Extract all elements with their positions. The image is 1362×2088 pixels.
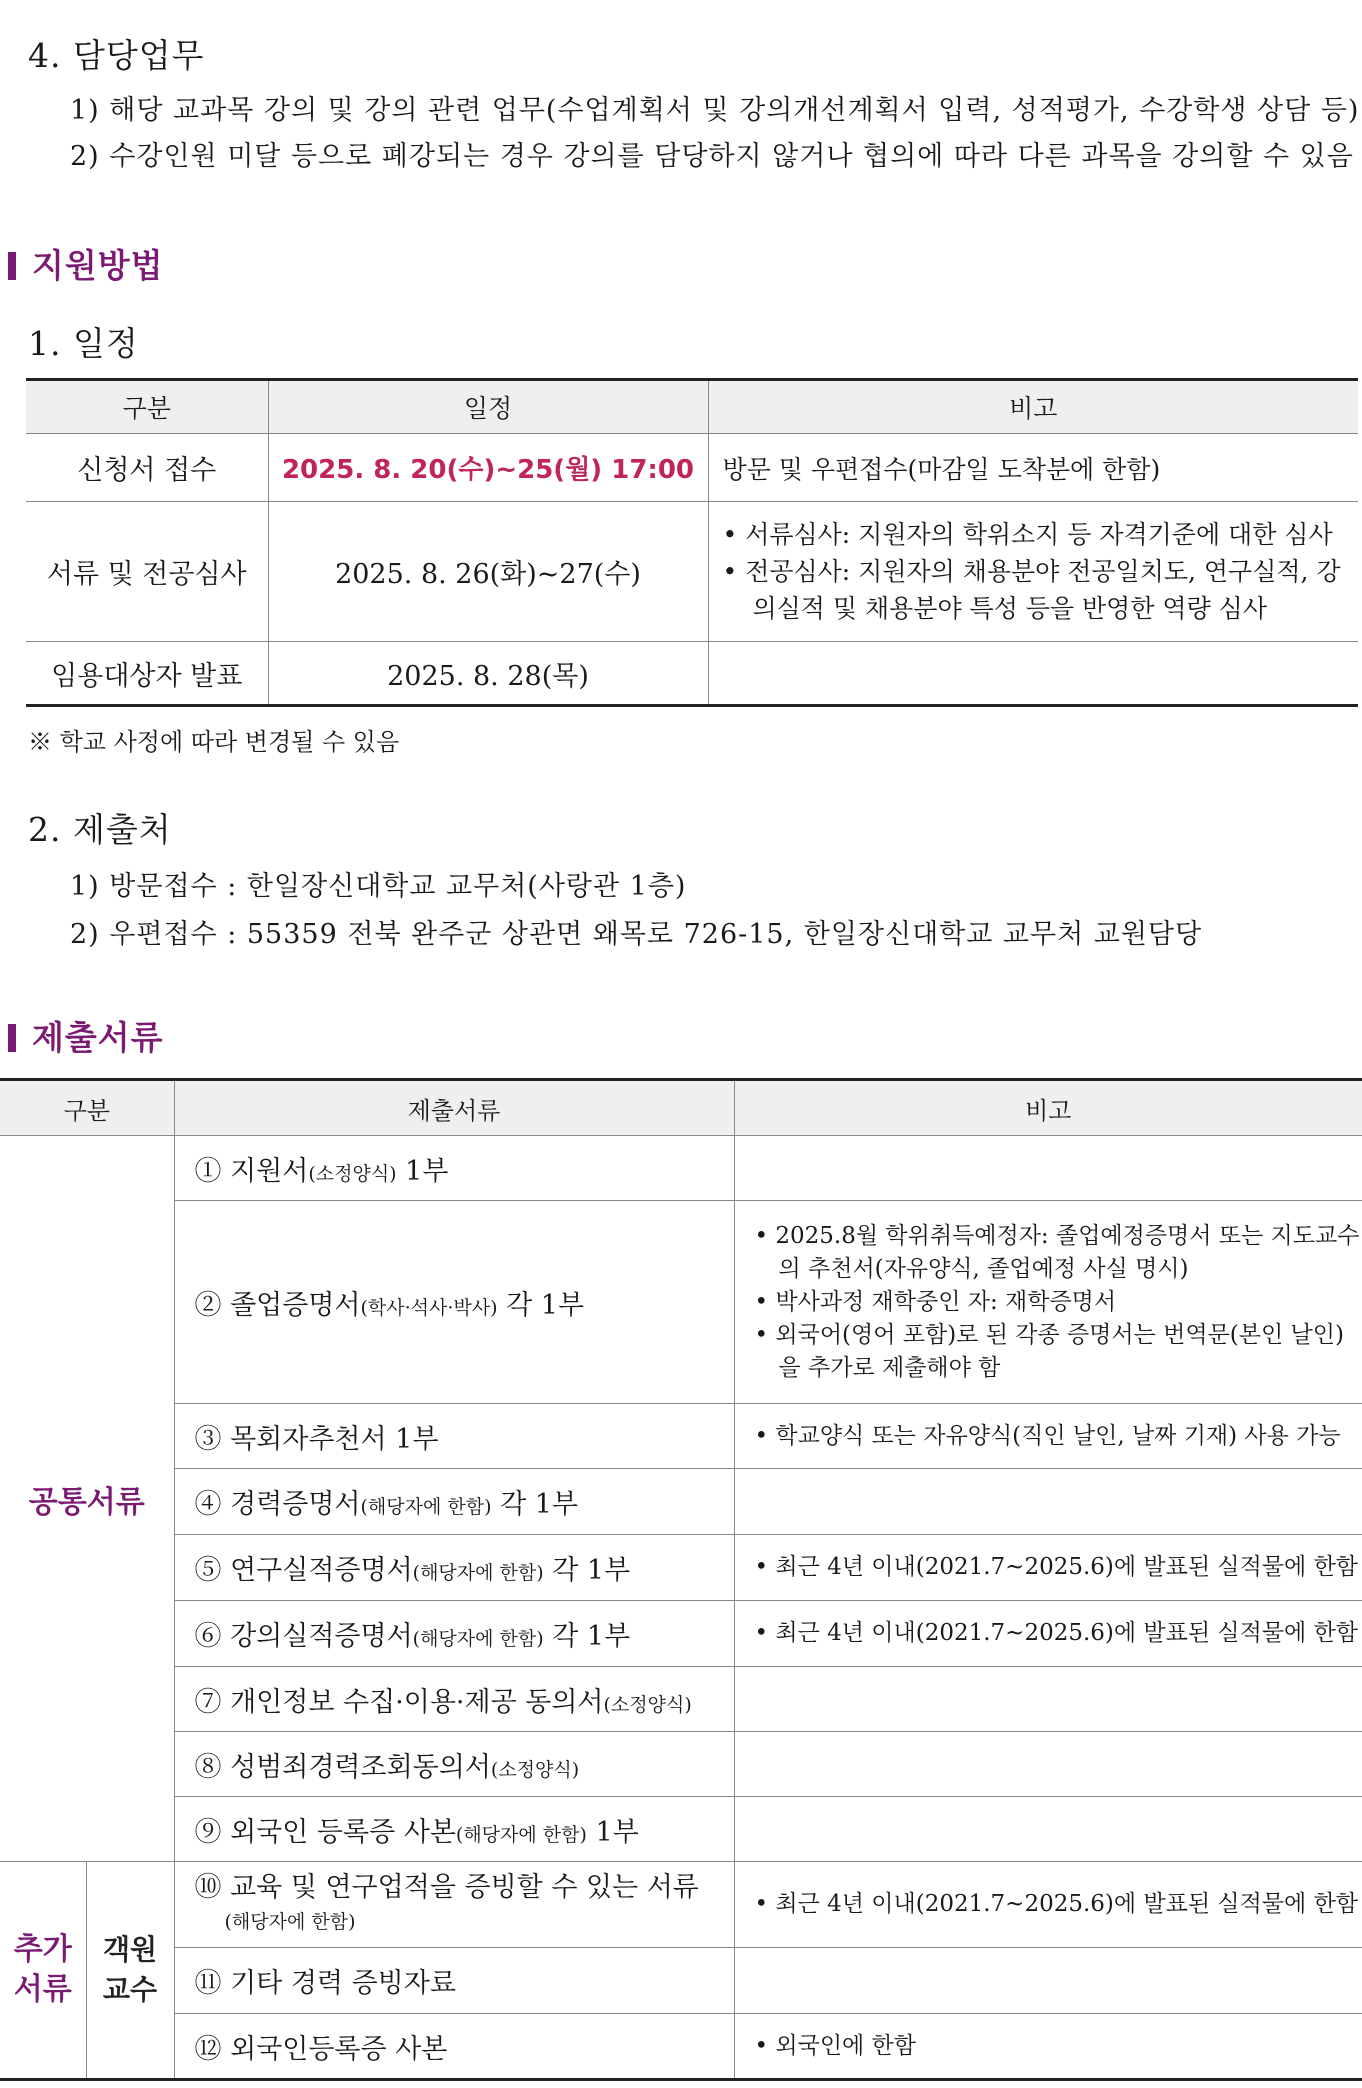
row-note bbox=[708, 642, 1358, 706]
note-bullet: • 2025.8월 학위취득예정자: 졸업예정증명서 또는 지도교수의 추천서(자유양식, 졸업예정 사실 명시) bbox=[754, 1222, 1360, 1282]
doc-note bbox=[734, 1948, 1362, 2014]
note-bullet: • 박사과정 재학중인 자: 재학증명서 bbox=[754, 1288, 1117, 1315]
doc-item: ② 졸업증명서(학사·석사·박사) 각 1부 bbox=[174, 1201, 734, 1404]
section-marker bbox=[8, 1024, 16, 1052]
doc-item: ⑧ 성범죄경력조회동의서(소정양식) bbox=[174, 1732, 734, 1797]
table-row bbox=[0, 1601, 1362, 1667]
doc-note bbox=[734, 1136, 1362, 1201]
visiting-professor-label: 객원 교수 bbox=[86, 1862, 174, 2080]
table-row bbox=[0, 1797, 1362, 1862]
documents-table bbox=[0, 1078, 1362, 2081]
schedule-heading: 1. 일정 bbox=[28, 324, 139, 363]
doc-item: ⑫ 외국인등록증 사본 bbox=[174, 2014, 734, 2080]
table-row bbox=[26, 642, 1358, 706]
section-title-docs-text: 제출서류 bbox=[32, 1018, 164, 1057]
table-row bbox=[0, 1201, 1362, 1404]
doc-note: • 외국인에 한함 bbox=[734, 2014, 1362, 2080]
schedule-footnote: ※ 학교 사정에 따라 변경될 수 있음 bbox=[28, 728, 400, 756]
doc-item: ⑩ 교육 및 연구업적을 증빙할 수 있는 서류 (해당자에 한함) bbox=[174, 1862, 734, 1948]
table-row bbox=[0, 1469, 1362, 1535]
table-row bbox=[0, 1404, 1362, 1469]
section-title-apply bbox=[8, 240, 164, 287]
doc-note bbox=[734, 1797, 1362, 1862]
col-header-date: 일정 bbox=[268, 380, 708, 434]
table-row bbox=[0, 1667, 1362, 1732]
note-bullet: • 서류심사: 지원자의 학위소지 등 자격기준에 대한 심사 bbox=[722, 520, 1333, 549]
row-label: 임용대상자 발표 bbox=[26, 642, 268, 706]
documents-header-row bbox=[0, 1080, 1362, 1136]
schedule-header-row bbox=[26, 380, 1358, 434]
table-row bbox=[0, 1862, 1362, 1948]
duties-heading: 4. 담당업무 bbox=[28, 36, 205, 75]
doc-note bbox=[734, 1732, 1362, 1797]
col-header-category: 구분 bbox=[26, 380, 268, 434]
table-row bbox=[0, 1136, 1362, 1201]
section-marker bbox=[8, 252, 16, 280]
doc-item: ⑨ 외국인 등록증 사본(해당자에 한함) 1부 bbox=[174, 1797, 734, 1862]
table-row bbox=[0, 1948, 1362, 2014]
note-bullet: • 외국어(영어 포함)로 된 각종 증명서는 번역문(본인 날인)을 추가로 제출해야 함 bbox=[754, 1321, 1344, 1381]
doc-item: ⑪ 기타 경력 증빙자료 bbox=[174, 1948, 734, 2014]
common-docs-label: 공통서류 bbox=[0, 1136, 174, 1862]
col-header-note: 비고 bbox=[734, 1080, 1362, 1136]
row-note bbox=[708, 502, 1358, 642]
doc-note bbox=[734, 1469, 1362, 1535]
doc-item: ④ 경력증명서(해당자에 한함) 각 1부 bbox=[174, 1469, 734, 1535]
submit-heading: 2. 제출처 bbox=[28, 810, 172, 849]
doc-item: ③ 목회자추천서 1부 bbox=[174, 1404, 734, 1469]
doc-note: • 최근 4년 이내(2021.7~2025.6)에 발표된 실적물에 한함 bbox=[734, 1535, 1362, 1601]
doc-item: ① 지원서(소정양식) 1부 bbox=[174, 1136, 734, 1201]
submit-item-2: 2) 우편접수 : 55359 전북 완주군 상관면 왜목로 726-15, 한일장신대학교 교무처 교원담당 bbox=[70, 919, 1203, 950]
note-bullet: • 전공심사: 지원자의 채용분야 전공일치도, 연구실적, 강의실적 및 채용분야 특성 등을 반영한 역량 심사 bbox=[722, 557, 1341, 623]
extra-docs-label: 추가 서류 bbox=[0, 1862, 86, 2080]
table-row bbox=[26, 502, 1358, 642]
doc-note: • 학교양식 또는 자유양식(직인 날인, 날짜 기재) 사용 가능 bbox=[734, 1404, 1362, 1469]
duty-item-1: 1) 해당 교과목 강의 및 강의 관련 업무(수업계획서 및 강의개선계획서 입력, 성적평가, 수강학생 상담 등) bbox=[70, 95, 1360, 126]
doc-note bbox=[734, 1201, 1362, 1404]
row-date: 2025. 8. 20(수)~25(월) 17:00 bbox=[268, 434, 708, 502]
doc-item: ⑥ 강의실적증명서(해당자에 한함) 각 1부 bbox=[174, 1601, 734, 1667]
row-label: 신청서 접수 bbox=[26, 434, 268, 502]
row-label: 서류 및 전공심사 bbox=[26, 502, 268, 642]
row-note: 방문 및 우편접수(마감일 도착분에 한함) bbox=[708, 434, 1358, 502]
row-date: 2025. 8. 28(목) bbox=[268, 642, 708, 706]
doc-item: ⑦ 개인정보 수집·이용·제공 동의서(소정양식) bbox=[174, 1667, 734, 1732]
submit-item-1: 1) 방문접수 : 한일장신대학교 교무처(사랑관 1층) bbox=[70, 871, 687, 902]
section-title-apply-text: 지원방법 bbox=[32, 246, 164, 285]
doc-note: • 최근 4년 이내(2021.7~2025.6)에 발표된 실적물에 한함 bbox=[734, 1862, 1362, 1948]
table-row bbox=[0, 1535, 1362, 1601]
table-row bbox=[0, 2014, 1362, 2080]
doc-item: ⑤ 연구실적증명서(해당자에 한함) 각 1부 bbox=[174, 1535, 734, 1601]
section-title-docs bbox=[8, 1012, 164, 1059]
row-date: 2025. 8. 26(화)~27(수) bbox=[268, 502, 708, 642]
table-row bbox=[0, 1732, 1362, 1797]
doc-note bbox=[734, 1667, 1362, 1732]
col-header-note: 비고 bbox=[708, 380, 1358, 434]
col-header-documents: 제출서류 bbox=[174, 1080, 734, 1136]
table-row bbox=[26, 434, 1358, 502]
duty-item-2: 2) 수강인원 미달 등으로 폐강되는 경우 강의를 담당하지 않거나 협의에 따라 다른 과목을 강의할 수 있음 bbox=[70, 141, 1354, 172]
schedule-table bbox=[26, 378, 1358, 707]
doc-note: • 최근 4년 이내(2021.7~2025.6)에 발표된 실적물에 한함 bbox=[734, 1601, 1362, 1667]
col-header-category: 구분 bbox=[0, 1080, 174, 1136]
